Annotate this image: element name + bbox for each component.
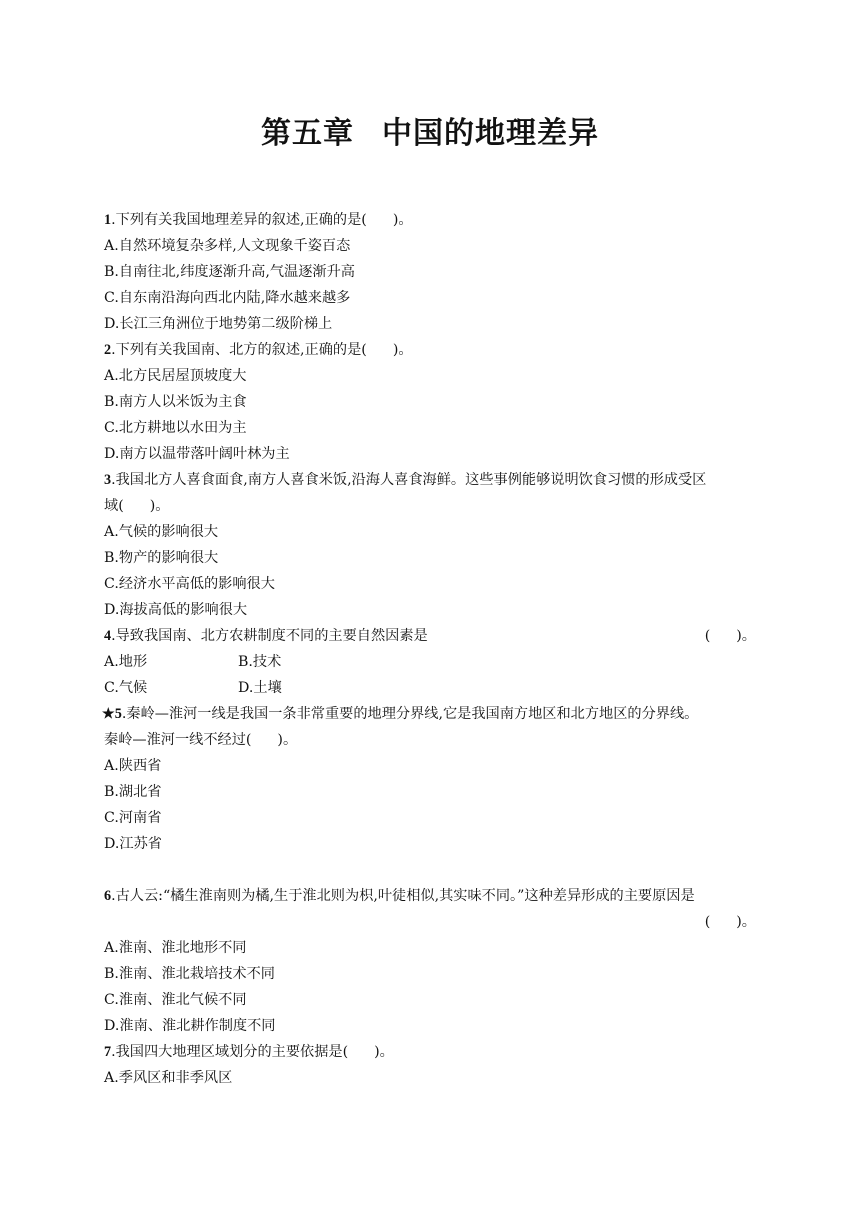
question-5-stem: ★5.秦岭—淮河一线是我国一条非常重要的地理分界线,它是我国南方地区和北方地区的分界线。 — [102, 706, 699, 722]
question-4-answer-blank: ( )。 — [704, 628, 756, 644]
question-1-option-d: D.长江三角洲位于地势第二级阶梯上 — [104, 316, 333, 332]
question-2-option-c: C.北方耕地以水田为主 — [104, 420, 247, 436]
question-list — [104, 207, 756, 1091]
question-3-option-a: A.气候的影响很大 — [104, 524, 219, 540]
question-4-option-b: B.技术 — [238, 654, 282, 670]
question-6-option-d: D.淮南、淮北耕作制度不同 — [104, 1018, 276, 1034]
question-4-options-row-2 — [104, 675, 756, 701]
question-3-option-c: C.经济水平高低的影响很大 — [104, 576, 275, 592]
question-4-option-d: D.土壤 — [238, 680, 282, 696]
chapter-name: 中国的地理差异 — [382, 116, 599, 151]
question-6-answer-blank: ( )。 — [704, 914, 756, 930]
question-6-stem: 6.古人云:“橘生淮南则为橘,生于淮北则为枳,叶徒相似,其实味不同。”这种差异形成的主要原因是 — [104, 888, 695, 904]
question-3-stem: 3.我国北方人喜食面食,南方人喜食米饭,沿海人喜食海鲜。这些事例能够说明饮食习惯的形成受区 — [104, 472, 707, 488]
question-1-option-b: B.自南往北,纬度逐渐升高,气温逐渐升高 — [104, 264, 355, 280]
question-5-option-a: A.陕西省 — [104, 758, 162, 774]
question-4-option-c: C.气候 — [104, 680, 148, 696]
chapter-number: 第五章 — [261, 116, 354, 151]
star-marker: ★ — [102, 706, 115, 722]
question-4-stem: 4.导致我国南、北方农耕制度不同的主要自然因素是 ( )。 — [104, 623, 756, 649]
question-2-option-a: A.北方民居屋顶坡度大 — [104, 368, 247, 384]
question-7-stem: 7.我国四大地理区域划分的主要依据是( )。 — [104, 1044, 394, 1060]
question-2-stem: 2.下列有关我国南、北方的叙述,正确的是( )。 — [104, 342, 413, 358]
question-5-option-c: C.河南省 — [104, 810, 162, 826]
question-1-stem: 1.下列有关我国地理差异的叙述,正确的是( )。 — [104, 212, 413, 228]
question-6-option-b: B.淮南、淮北栽培技术不同 — [104, 966, 275, 982]
question-7-option-a: A.季风区和非季风区 — [104, 1070, 233, 1086]
question-6-option-c: C.淮南、淮北气候不同 — [104, 992, 247, 1008]
question-2-option-b: B.南方人以米饭为主食 — [104, 394, 247, 410]
question-4-options-row-1 — [104, 649, 756, 675]
question-3-option-d: D.海拔高低的影响很大 — [104, 602, 248, 618]
question-5-option-d: D.江苏省 — [104, 836, 162, 852]
question-3-stem-cont: 域( )。 — [104, 498, 170, 514]
question-5-stem-cont: 秦岭—淮河一线不经过( )。 — [104, 732, 298, 748]
question-4-option-a: A.地形 — [104, 654, 148, 670]
question-5-option-b: B.湖北省 — [104, 784, 162, 800]
page-title — [0, 108, 860, 152]
blank-line — [104, 857, 756, 883]
question-3-option-b: B.物产的影响很大 — [104, 550, 219, 566]
question-1-option-c: C.自东南沿海向西北内陆,降水越来越多 — [104, 290, 351, 306]
question-2-option-d: D.南方以温带落叶阔叶林为主 — [104, 446, 290, 462]
question-6-option-a: A.淮南、淮北地形不同 — [104, 940, 247, 956]
question-1-option-a: A.自然环境复杂多样,人文现象千姿百态 — [104, 238, 351, 254]
